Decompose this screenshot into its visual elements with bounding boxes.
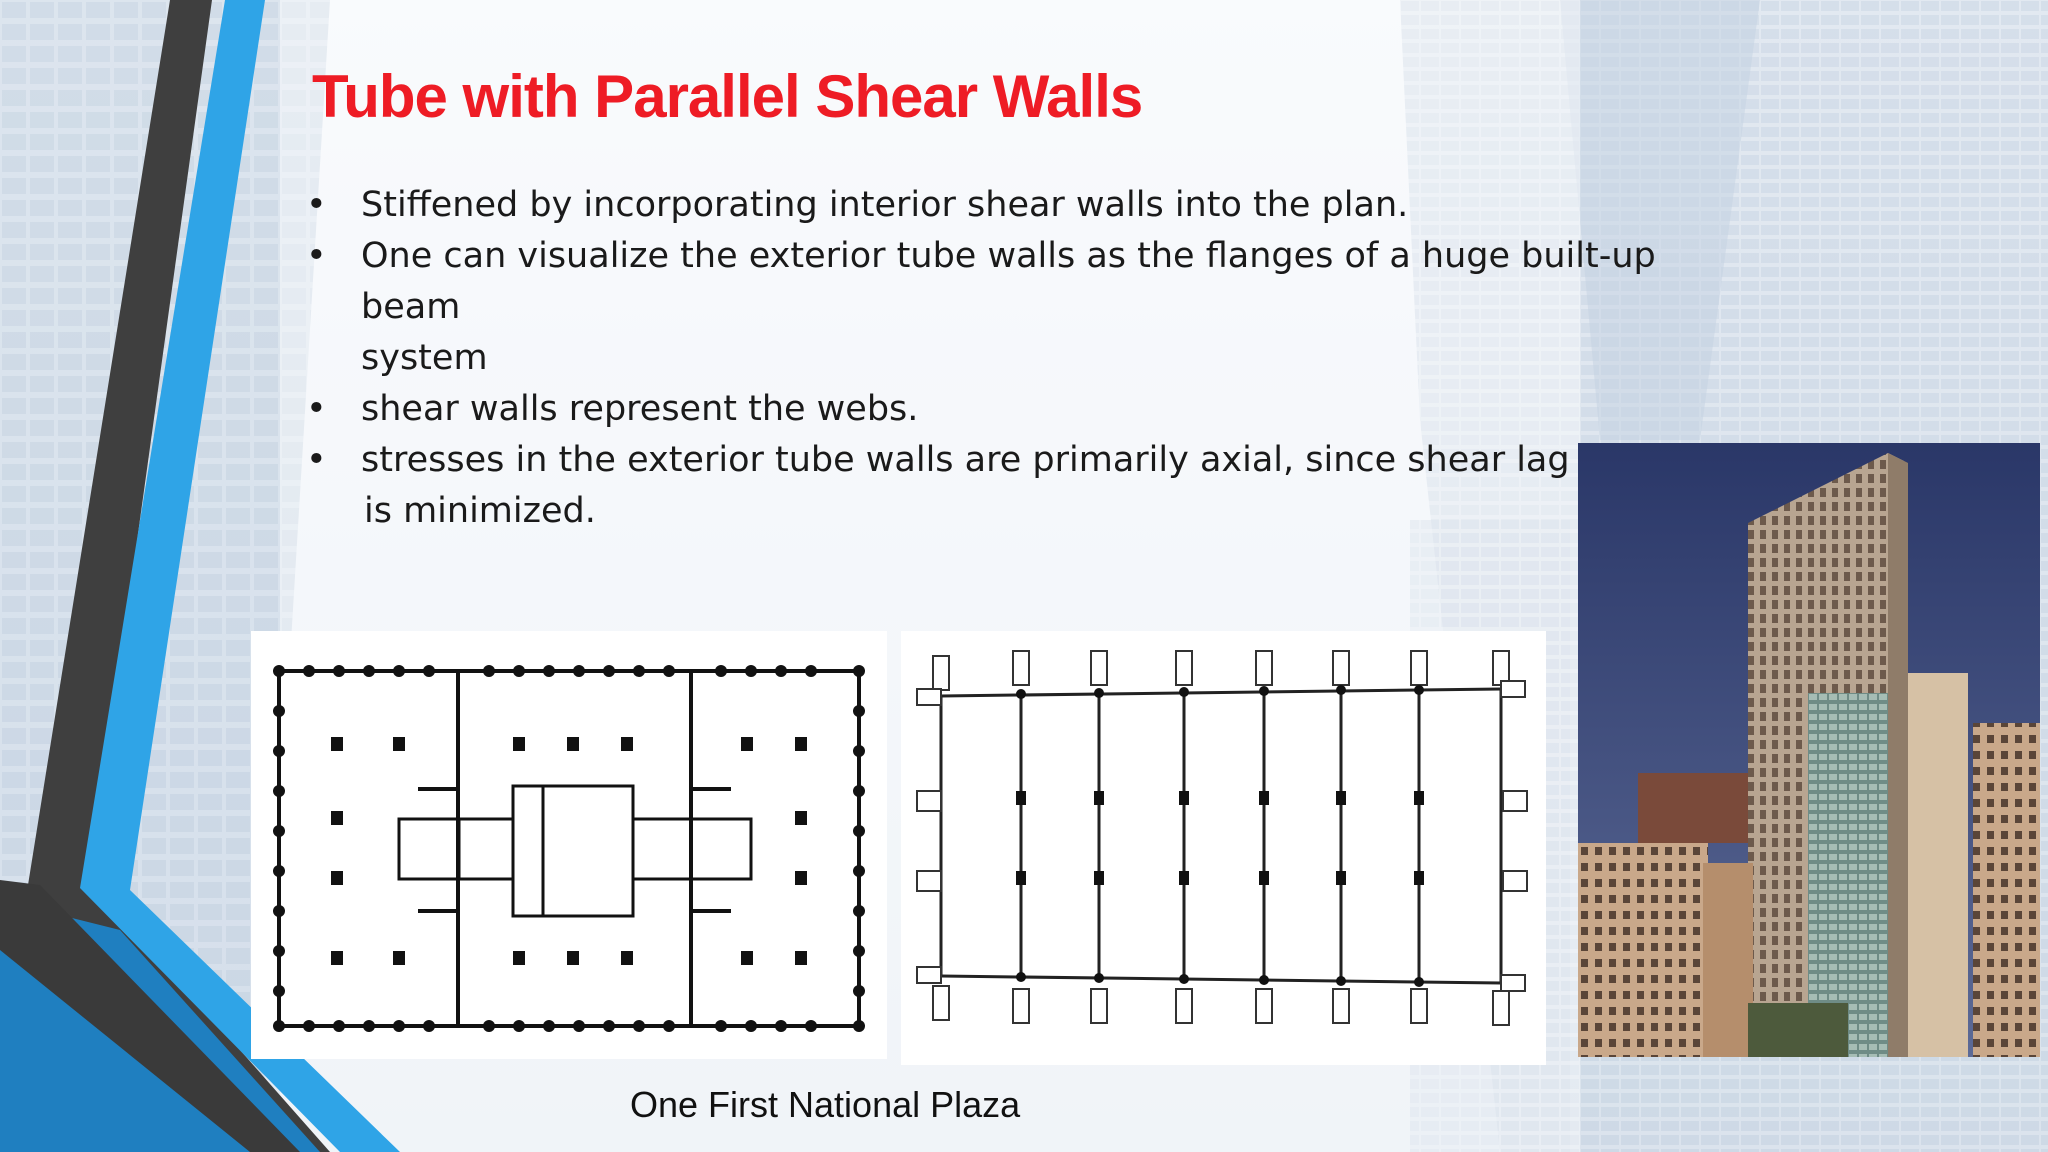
bullet-item [306, 231, 1666, 282]
bullet-text: Stiffened by incorporating interior shear walls into the plan. [361, 185, 1409, 225]
building-photo [1578, 443, 2040, 1057]
bullet-continuation: system [361, 338, 488, 378]
bullet-text: stresses in the exterior tube walls are primarily axial, since shear lag [361, 440, 1570, 480]
slide-title: Tube with Parallel Shear Walls [312, 63, 1143, 130]
bullet-dot: • [306, 236, 327, 276]
bullet-dot: • [306, 389, 327, 429]
floor-plan-left-image [251, 631, 887, 1059]
bullet-list [306, 180, 1666, 537]
bullet-continuation: beam [361, 287, 461, 327]
floor-plan-right-drawing [901, 631, 1546, 1065]
bullet-item [306, 384, 1666, 435]
floor-plan-left-drawing [251, 631, 887, 1059]
bullet-dot: • [306, 185, 327, 225]
bullet-continuation: is minimized. [364, 491, 596, 531]
floor-plan-right-image [901, 631, 1546, 1065]
bullet-item [306, 180, 1666, 231]
bullet-text: One can visualize the exterior tube walls as the flanges of a huge built-up [361, 236, 1656, 276]
bullet-text: shear walls represent the webs. [361, 389, 919, 429]
bullet-dot: • [306, 440, 327, 480]
bullet-item [306, 435, 1666, 486]
image-caption: One First National Plaza [630, 1084, 1021, 1125]
building-photo-illustration [1578, 443, 2040, 1057]
